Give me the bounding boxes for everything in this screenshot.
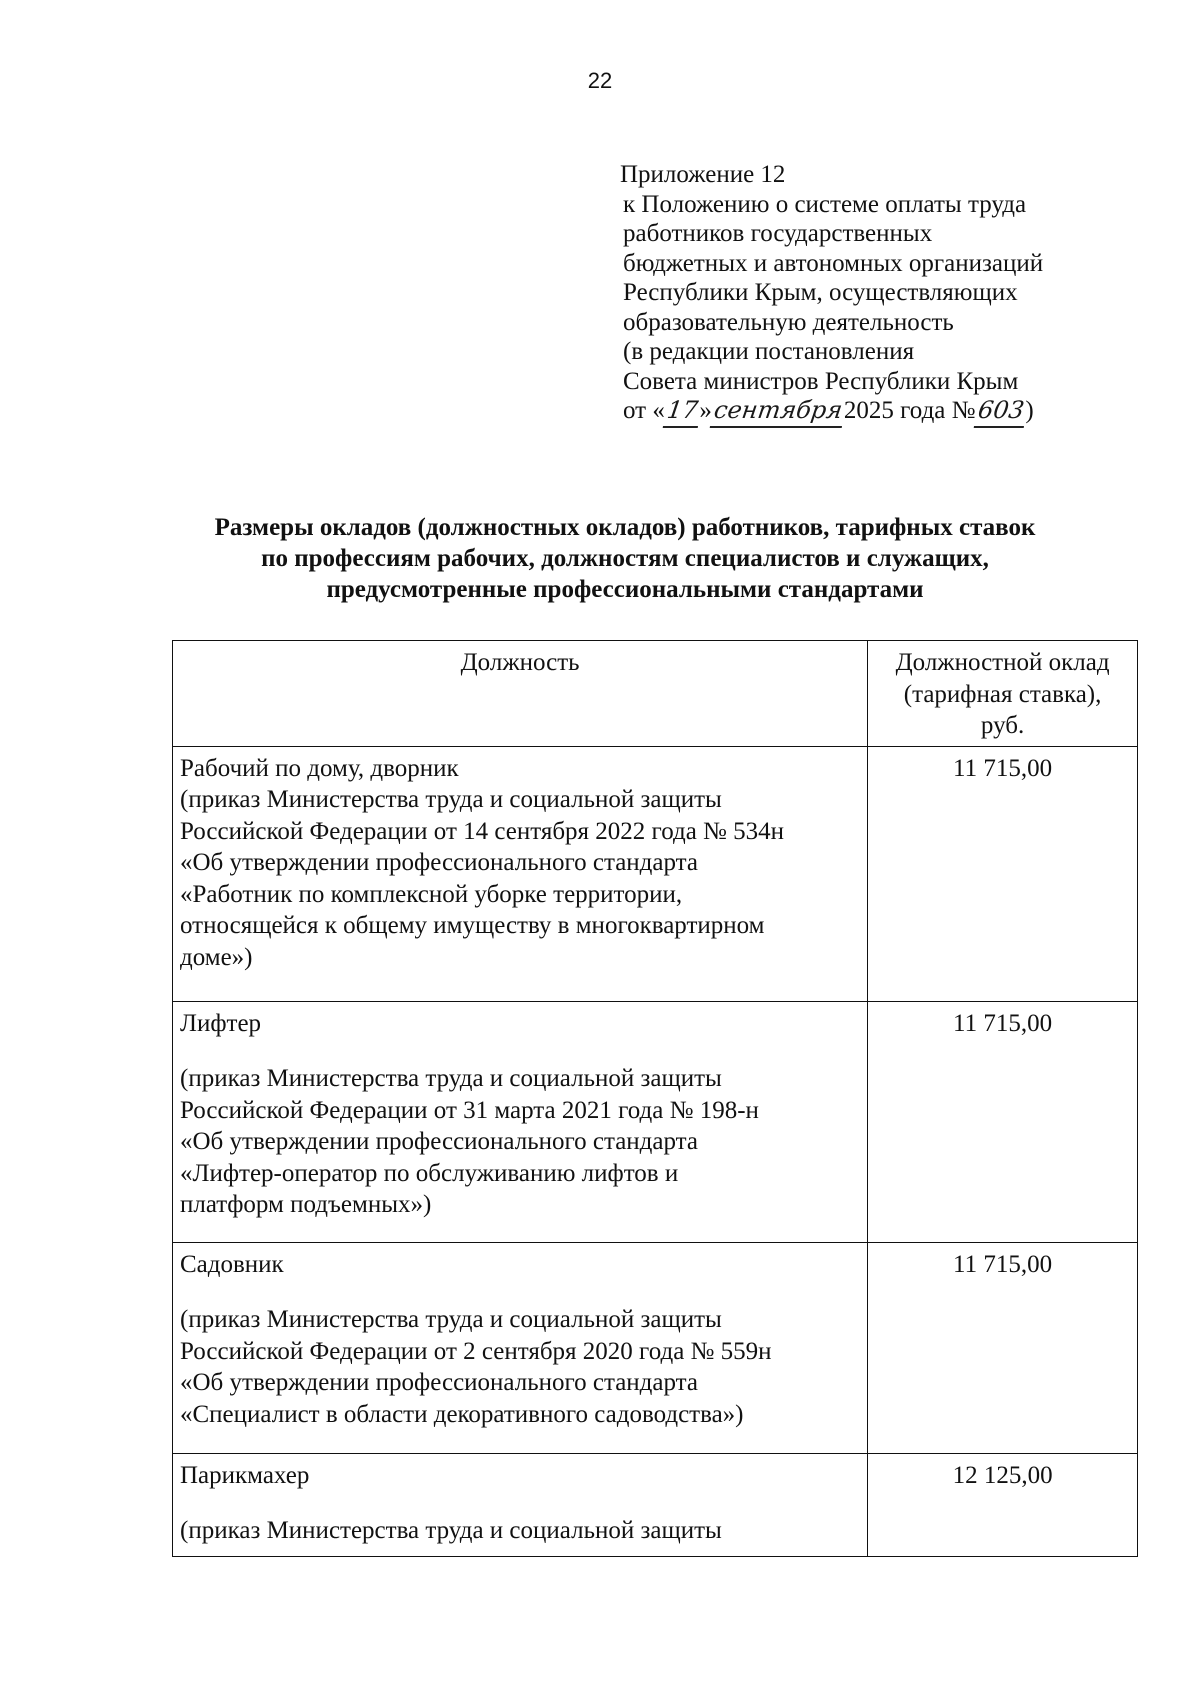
appendix-line: Приложение 12 <box>620 161 786 188</box>
header-salary-line: руб. <box>980 712 1025 739</box>
position-line: «Работник по комплексной уборке территории, <box>180 880 683 908</box>
position-line: «Об утверждении профессионального стандарта <box>180 849 698 876</box>
appendix-line: Республики Крым, осуществляющих <box>623 279 1018 306</box>
position-line: «Об утверждении профессионального стандарта <box>180 1128 698 1155</box>
spacer <box>180 1039 860 1063</box>
handwritten-day: 17 <box>663 396 702 428</box>
position-line: относящейся к общему имуществу в многоквартирном <box>180 912 765 939</box>
position-cell <box>173 1001 868 1242</box>
position-line: Российской Федерации от 31 марта 2021 года № 198-н <box>180 1096 759 1124</box>
salary-cell: 11 715,00 <box>868 1001 1138 1242</box>
appendix-block <box>620 160 1140 428</box>
header-salary-line: Должностной оклад <box>895 649 1110 676</box>
header-salary <box>868 641 1138 747</box>
header-position: Должность <box>173 641 868 747</box>
salary-table <box>172 640 1138 1557</box>
position-title: Лифтер <box>180 1009 262 1037</box>
salary-cell: 11 715,00 <box>868 746 1138 1001</box>
appendix-date-line <box>620 396 1140 428</box>
position-cell <box>173 1242 868 1453</box>
position-line: Российской Федерации от 2 сентября 2020 года № 559н <box>180 1337 772 1365</box>
table-row <box>173 1453 1138 1556</box>
position-line: (приказ Министерства труда и социальной защиты <box>180 786 722 813</box>
salary-cell: 11 715,00 <box>868 1242 1138 1453</box>
handwritten-doc-number: 603 <box>973 396 1027 428</box>
appendix-line: образовательную деятельность <box>623 308 954 336</box>
document-title <box>150 512 1100 605</box>
table-row <box>173 746 1138 1001</box>
header-salary-line: (тарифная ставка), <box>903 680 1102 708</box>
title-line: Размеры окладов (должностных окладов) работников, тарифных ставок <box>214 514 1036 541</box>
table-header-row <box>173 641 1138 747</box>
appendix-line: работников государственных <box>623 220 933 247</box>
position-title: Садовник <box>180 1250 284 1278</box>
page-number: 22 <box>587 68 613 93</box>
position-line: «Об утверждении профессионального стандарта <box>180 1369 698 1396</box>
position-line: (приказ Министерства труда и социальной защиты <box>180 1306 722 1333</box>
position-line: «Специалист в области декоративного садоводства») <box>180 1400 744 1428</box>
appendix-line: (в редакции постановления <box>623 338 915 365</box>
position-line: «Лифтер-оператор по обслуживанию лифтов и <box>180 1159 679 1187</box>
date-mid: » <box>699 397 712 424</box>
date-prefix: от « <box>623 397 665 424</box>
title-line: по профессиям рабочих, должностям специалистов и служащих, <box>261 545 989 572</box>
date-year: 2025 года № <box>843 397 976 424</box>
position-title: Рабочий по дому, дворник <box>180 754 459 782</box>
position-line: платформ подъемных») <box>180 1191 432 1218</box>
position-cell <box>173 1453 868 1556</box>
table-row <box>173 1001 1138 1242</box>
position-line: Российской Федерации от 14 сентября 2022 года № 534н <box>180 817 785 845</box>
spacer <box>180 1280 860 1304</box>
appendix-line: к Положению о системе оплаты труда <box>623 190 1027 218</box>
appendix-line: бюджетных и автономных организаций <box>623 249 1044 277</box>
table-row <box>173 1242 1138 1453</box>
position-title: Парикмахер <box>180 1461 310 1489</box>
closing-paren: ) <box>1025 397 1034 424</box>
position-line: (приказ Министерства труда и социальной защиты <box>180 1517 722 1544</box>
position-cell <box>173 746 868 1001</box>
title-line: предусмотренные профессиональными стандартами <box>326 576 924 603</box>
handwritten-month: сентября <box>710 396 846 428</box>
position-line: доме») <box>180 943 253 971</box>
position-line: (приказ Министерства труда и социальной защиты <box>180 1065 722 1092</box>
salary-cell: 12 125,00 <box>868 1453 1138 1556</box>
spacer <box>180 1491 860 1515</box>
appendix-line: Совета министров Республики Крым <box>623 367 1019 395</box>
